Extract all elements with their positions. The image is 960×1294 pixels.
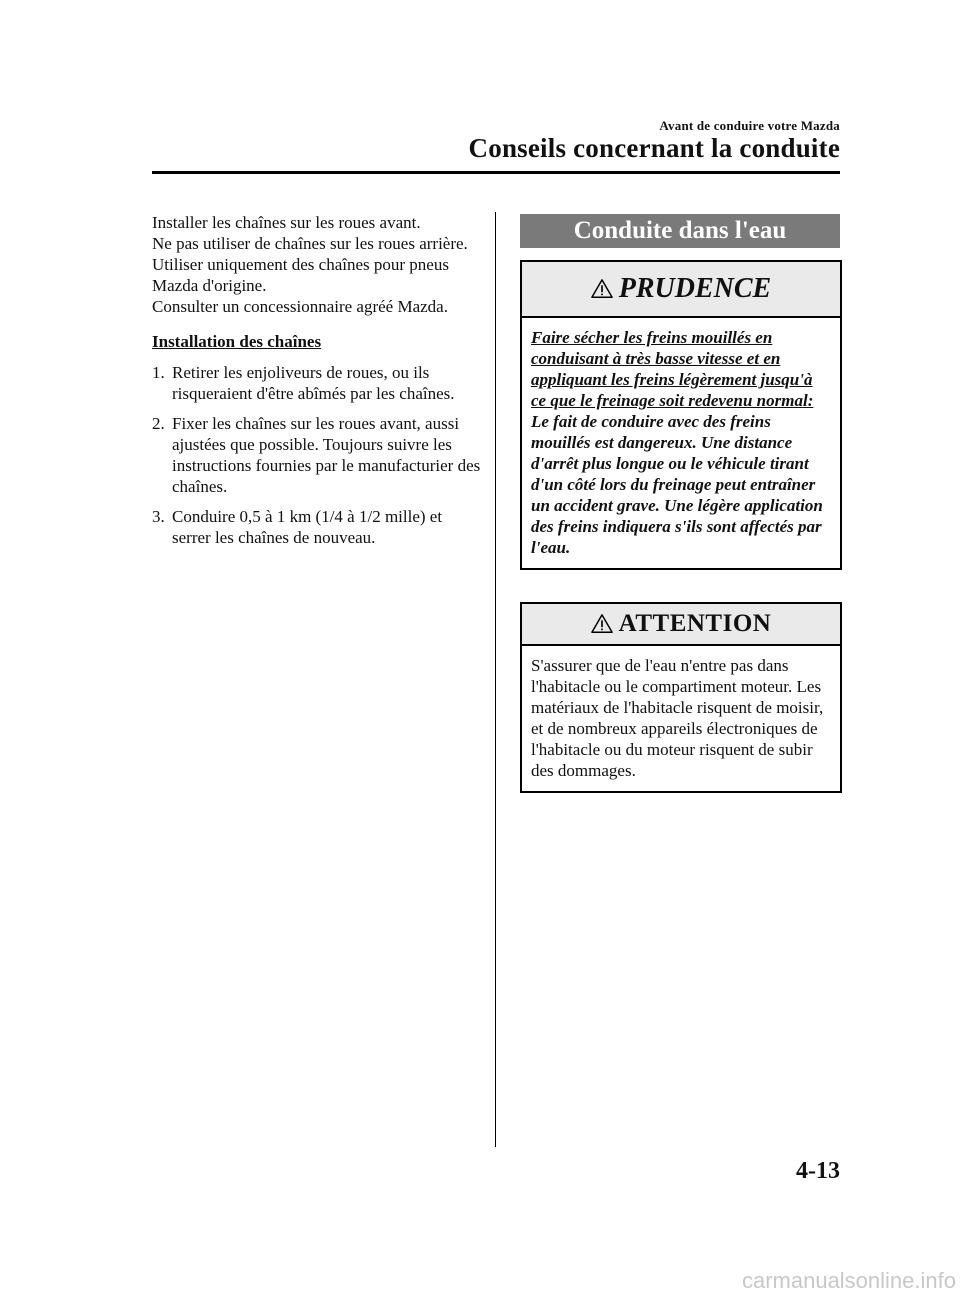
attention-header [522, 604, 840, 646]
prudence-title: PRUDENCE [618, 273, 772, 304]
prudence-body [522, 318, 840, 568]
step-text: Fixer les chaînes sur les roues avant, aussi ajustées que possible. Toujours suivre les instructions fournies par le manufacturier des chaînes. [172, 414, 481, 496]
installation-subheading: Installation des chaînes [152, 332, 322, 351]
running-header-title: Conseils concernant la conduite [468, 133, 840, 163]
prudence-text: Le fait de conduire avec des freins mouillés est dangereux. Une distance d'arrêt plus longue ou le véhicule tirant d'un côté lors du freinage peut entraîner un accident grave. Une légère application des freins indiquera s'ils sont affectés par l'eau. [531, 412, 823, 557]
warning-triangle-icon [591, 278, 613, 300]
prudence-header [522, 262, 840, 318]
intro-line-4: Consulter un concessionnaire agréé Mazda. [152, 297, 448, 316]
installation-steps [152, 362, 482, 548]
intro-line-1: Installer les chaînes sur les roues avant. [152, 213, 421, 232]
attention-body: S'assurer que de l'eau n'entre pas dans l'habitacle ou le compartiment moteur. Les matériaux de l'habitacle risquent de moisir, et de nombreux appareils électroniques de l'habitacle ou du moteur risquent de subir des dommages. [531, 656, 824, 780]
attention-title: ATTENTION [618, 610, 772, 637]
header-rule [152, 171, 840, 174]
left-column [152, 212, 482, 557]
step-text: Conduire 0,5 à 1 km (1/4 à 1/2 mille) et serrer les chaînes de nouveau. [172, 507, 443, 547]
attention-box [520, 602, 842, 793]
warning-triangle-icon [591, 613, 613, 635]
column-divider [495, 212, 496, 1147]
running-header-section: Avant de conduire votre Mazda [659, 118, 840, 133]
step-number: 3. [152, 507, 165, 526]
step-number: 1. [152, 363, 165, 382]
prudence-instruction: Faire sécher les freins mouillés en conduisant à très basse vitesse et en appliquant les freins légèrement jusqu'à ce que le freinage soit redevenu normal: [531, 328, 814, 410]
intro-line-2: Ne pas utiliser de chaînes sur les roues arrière. [152, 234, 468, 253]
step-number: 2. [152, 414, 165, 433]
page-number: 4-13 [796, 1158, 840, 1184]
section-title: Conduite dans l'eau [520, 214, 840, 248]
step-text: Retirer les enjoliveurs de roues, ou ils risqueraient d'être abîmés par les chaînes. [172, 363, 455, 403]
watermark: carmanualsonline.info [741, 1268, 956, 1293]
intro-line-3: Utiliser uniquement des chaînes pour pneus Mazda d'origine. [152, 255, 449, 295]
step-item [152, 362, 482, 404]
step-item [152, 506, 482, 548]
prudence-box [520, 260, 842, 570]
step-item [152, 413, 482, 497]
